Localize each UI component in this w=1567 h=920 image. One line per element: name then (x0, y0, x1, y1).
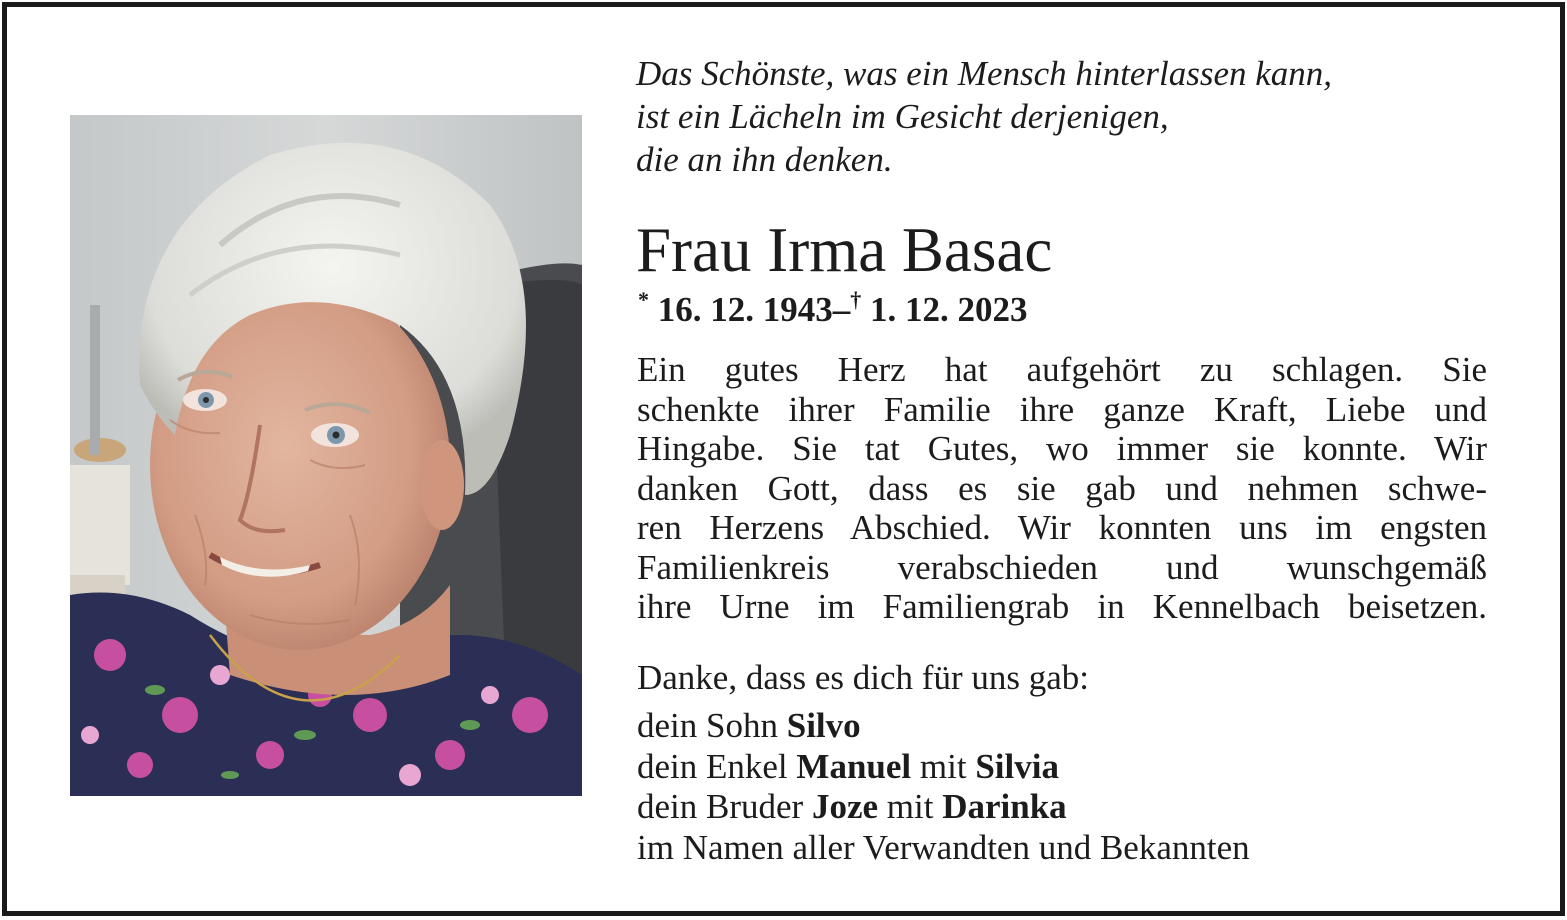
portrait-photo (70, 115, 582, 796)
thanks-line: Danke, dass es dich für uns gab: (637, 658, 1089, 697)
signers-block (637, 706, 1250, 868)
signer-prefix: dein Sohn (637, 706, 778, 745)
signer-with: mit (886, 787, 934, 826)
birth-date: 16. 12. 1943 (657, 290, 833, 329)
signer-son (637, 706, 1250, 747)
text-line: Hingabe. Sie tat Gutes, wo immer sie konnte. Wir (637, 429, 1487, 468)
signer-name: Joze (811, 787, 879, 826)
signer-partner-name: Silvia (975, 746, 1059, 786)
life-dates (638, 289, 1028, 331)
death-cross-icon: † (850, 287, 862, 312)
signer-with: mit (919, 746, 967, 786)
signer-grandson (637, 747, 1250, 788)
date-separator: – (832, 290, 851, 329)
signer-prefix: dein Bruder (637, 787, 804, 826)
quote-line: die an ihn denken. (636, 140, 893, 179)
signer-brother (637, 787, 1250, 828)
signer-name: Manuel (796, 746, 912, 786)
signer-prefix: dein Enkel (637, 746, 788, 786)
text-line: ren Herzens Abschied. Wir konnten uns im engsten (637, 508, 1487, 547)
birth-star-icon: * (638, 287, 649, 312)
signer-name: Silvo (786, 706, 861, 745)
obituary-text (637, 350, 1487, 627)
deceased-name: Frau Irma Basac (636, 215, 1053, 285)
quote-line: ist ein Lächeln im Gesicht derjenigen, (636, 97, 1169, 136)
text-line: Familienkreis verabschieden und wunschgemäß (637, 547, 1487, 587)
memorial-quote (636, 52, 1332, 181)
text-line: Ein gutes Herz hat aufgehört zu schlagen. Sie (637, 350, 1487, 389)
quote-line: Das Schönste, was ein Mensch hinterlassen kann, (636, 54, 1333, 93)
text-line: ihre Urne im Familiengrab in Kennelbach beisetzen. (637, 587, 1487, 626)
signer-partner-name: Darinka (942, 787, 1067, 826)
death-date: 1. 12. 2023 (870, 290, 1028, 329)
signer-closing: im Namen aller Verwandten und Bekannten (637, 827, 1250, 867)
text-line: schenkte ihrer Familie ihre ganze Kraft, Liebe und (637, 389, 1487, 429)
text-line: danken Gott, dass es sie gab und nehmen schwe- (637, 468, 1487, 508)
